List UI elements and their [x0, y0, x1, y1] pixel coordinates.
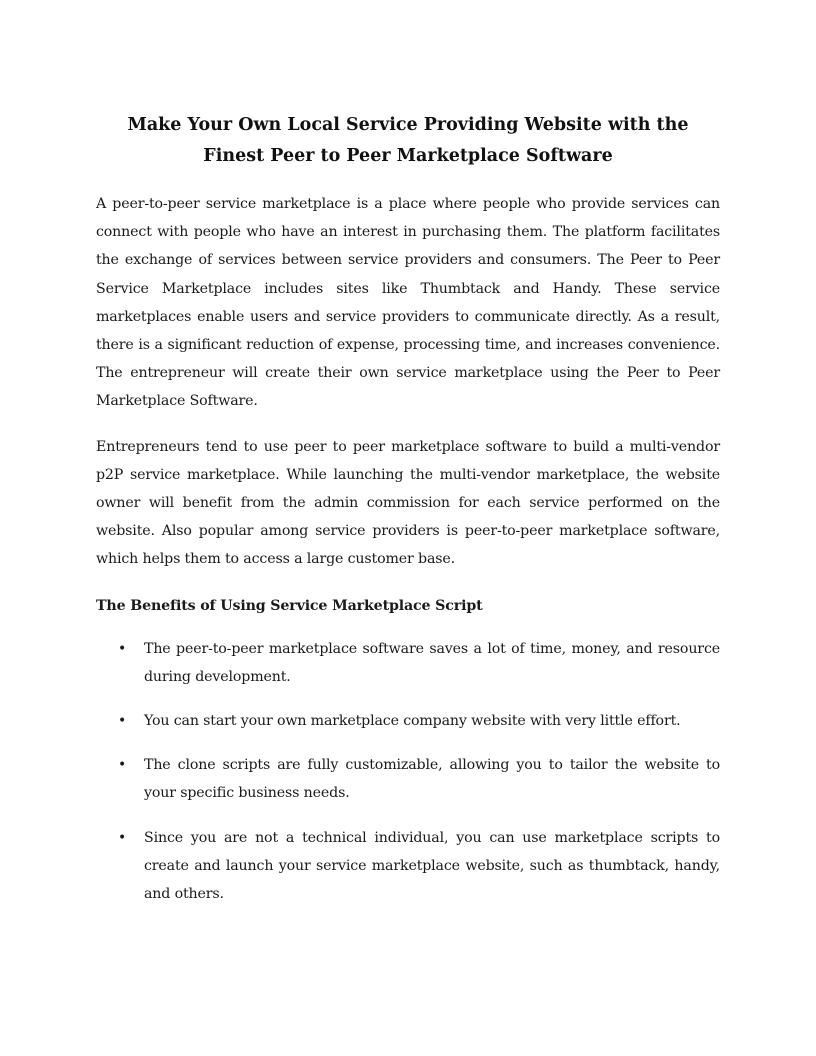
list-item-text: You can start your own marketplace company website with very little effort.	[144, 713, 681, 730]
bullet-icon: •	[118, 829, 127, 846]
list-item	[96, 707, 720, 735]
benefits-list	[96, 635, 720, 909]
bullet-icon: •	[118, 757, 127, 774]
body-paragraph: Entrepreneurs tend to use peer to peer marketplace software to build a multi-vendor p2P service marketplace. While launching the multi-vendor marketplace, the website owner will benefit from the admin commission for each service performed on the website. Also popular among service providers is peer-to-peer marketplace software, which helps them to access a large customer base.	[96, 438, 720, 568]
body-paragraph: A peer-to-peer service marketplace is a place where people who provide services can connect with people who have an interest in purchasing them. The platform facilitates the exchange of services between service providers and consumers. The Peer to Peer Service Marketplace includes sites like Thumbtack and Handy. These service marketplaces enable users and service providers to communicate directly. As a result, there is a significant reduction of expense, processing time, and increases convenience. The entrepreneur will create their own service marketplace using the Peer to Peer Marketplace Software.	[96, 196, 720, 410]
list-item	[96, 751, 720, 807]
document-title: Make Your Own Local Service Providing Website with the Finest Peer to Peer Marketplace Software	[127, 115, 689, 166]
list-item-text: The peer-to-peer marketplace software saves a lot of time, money, and resource during development.	[144, 640, 720, 685]
list-item-text: Since you are not a technical individual, you can use marketplace scripts to create and launch your service marketplace website, such as thumbtack, handy, and others.	[144, 829, 720, 903]
list-item	[96, 635, 720, 691]
section-heading: The Benefits of Using Service Marketplace Script	[96, 597, 483, 614]
bullet-icon: •	[118, 640, 127, 657]
document-page	[96, 110, 720, 924]
list-item-text: The clone scripts are fully customizable, allowing you to tailor the website to your specific business needs.	[144, 757, 720, 802]
list-item	[96, 824, 720, 909]
bullet-icon: •	[118, 713, 127, 730]
